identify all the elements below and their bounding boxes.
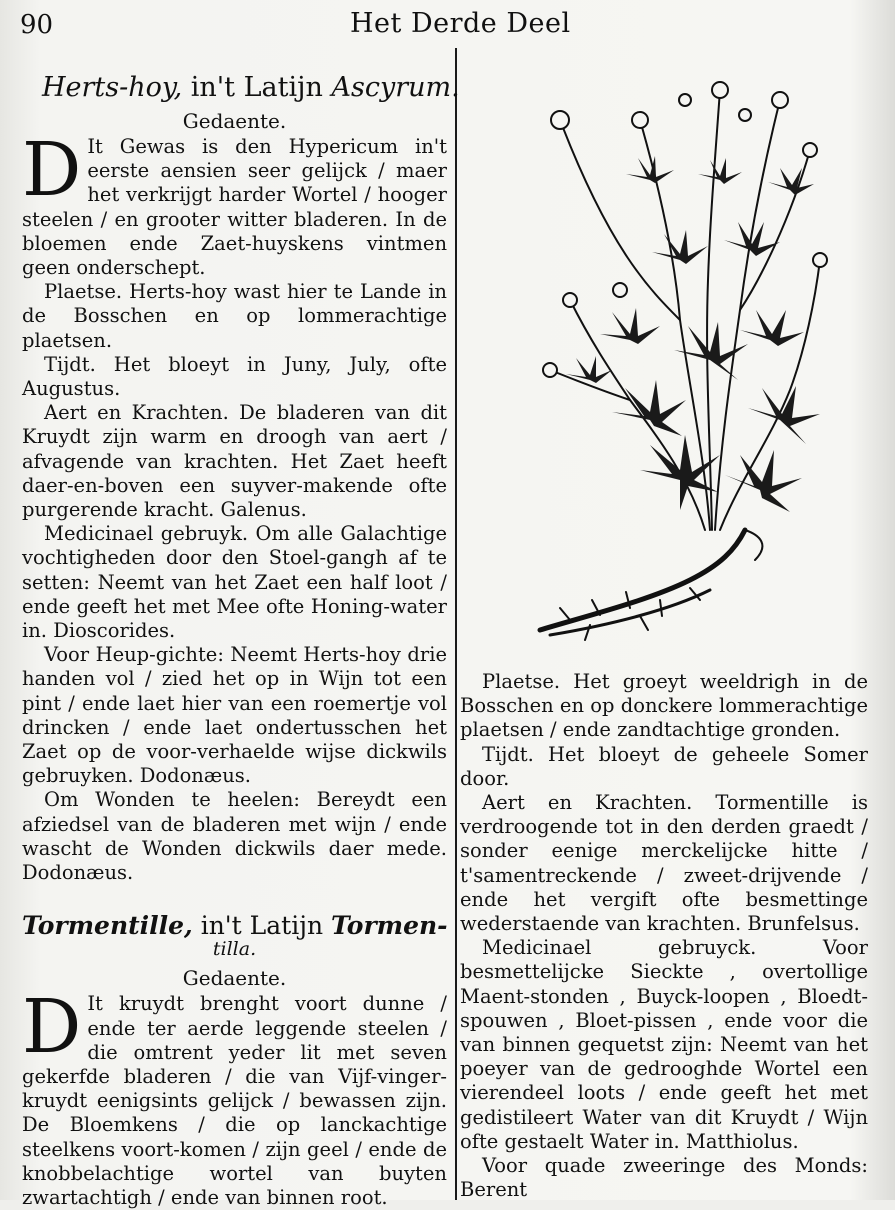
running-head: Het Derde Deel [350,8,571,39]
drop-cap: D [22,127,82,213]
right-column [460,670,868,1202]
tormentille-name: Tormentille, [22,911,193,941]
page-number: 90 [20,10,54,40]
torm-gedaente-text: It kruydt brenght voort dunne / ende ter aerde leggende steelen / die omtrent yeder lit met seven gekerfde bladeren / die van Vijf-vinger-kruydt eenigsints gelijck / bewassen zijn. De Bloemkens / die op lanckachtige steelkens voort-komen / zijn geel / ende de knobbelachtige wortel van buyten zwartachtigh / ende van binnen root. [22,992,447,1209]
column-rule [455,48,457,1200]
torm-tijdt-paragraph: Tijdt. Het bloeyt de geheele Somer door. [460,742,868,790]
herts-medicinael-paragraph: Medicinael gebruyk. Om alle Galachtige vochtigheden door den Stoel-gangh af te setten: Neemt van het Zaet een half loot / ende geeft het met Mee ofte Honing-water in. Dioscorides. [22,522,447,643]
herts-gedaente-text: It Gewas is den Hypericum in't eerste aensien seer gelijck / maer het verkrijgt harder Wortel / hooger steelen / en grooter witter bladeren. In de bloemen ende Zaet-huyskens vintmen geen onderschept. [22,135,447,280]
torm-plaetse-paragraph: Plaetse. Het groeyt weeldrigh in de Bosschen en op donckere lommerachtige plaetsen / ende zandtachtige gronden. [460,670,868,742]
torm-medicinael-paragraph: Medicinael gebruyck. Voor besmettelijcke Sieckte , overtollige Maent-stonden , Buyck-loopen , Bloedt-spouwen , Bloet-pissen , ende voor die van binnen gequetst zijn: Neemt van het poeyer van de gedrooghde Wortel een vierendeel loots / ende geeft het met gedistileert Water van dit Kruydt / Wijn ofte gestaelt Water in. Matthiolus. [460,936,868,1153]
drop-cap-2: D [22,984,82,1071]
torm-gedaente-paragraph [22,984,447,1210]
herts-hoy-latin: Ascyrum. [331,72,460,103]
page-header [0,0,895,48]
tormentille-title [22,911,447,940]
tormentille-latin-continued: tilla. [212,938,257,961]
herts-gedaente-paragraph [22,127,447,280]
herts-plaetse-paragraph: Plaetse. Herts-hoy wast hier te Lande in de Bosschen en op lommerachtige plaetsen. [22,280,447,352]
herts-hoy-name: Herts-hoy, [42,72,183,103]
herts-hoy-title-mid: in't Latijn [182,72,332,103]
gedaente-heading-2: Gedaente. [182,966,287,991]
tormentille-title-mid: in't Latijn [192,911,332,941]
left-column [22,66,460,1210]
tormentille-latin: Tormen- [331,911,448,941]
herts-hoy-title [42,72,460,103]
herts-heup-paragraph: Voor Heup-gichte: Neemt Herts-hoy drie handen vol / zied het op in Wijn tot een pint / ende laet hier van een roemertje vol drincken / ende laet ondertusschen het Zaet op de voor-verhaelde wijse dickwils gebruyken. Dodonæus. [22,643,447,788]
torm-quade-paragraph: Voor quade zweeringe des Monds: Berent [460,1154,868,1202]
herts-tijdt-paragraph: Tijdt. Het bloeyt in Juny, July, ofte Augustus. [22,352,447,401]
herts-aert-paragraph: Aert en Krachten. De bladeren van dit Kruydt zijn warm en droogh van aert / afvagende van krachten. Het Zaet heeft daer-en-boven een suyver-makende ofte purgerende kracht. Galenus. [22,401,447,522]
torm-aert-paragraph: Aert en Krachten. Tormentille is verdroogende tot in den derden graedt / sonder eenige merckelijcke hitte / t'samentreckende / zweet-drijvende / ende het vergift ofte besmettinge wederstaende van krachten. Brunfelsus. [460,791,868,936]
section-gap [22,885,447,901]
plant-woodcut [530,60,850,650]
herts-wonden-paragraph: Om Wonden te heelen: Bereydt een afziedsel van de bladeren met wijn / ende wascht de Wonden dickwils daer mede. Dodonæus. [22,788,447,885]
gedaente-heading: Gedaente. [182,109,287,133]
tormentil-plant-illustration [530,60,850,650]
